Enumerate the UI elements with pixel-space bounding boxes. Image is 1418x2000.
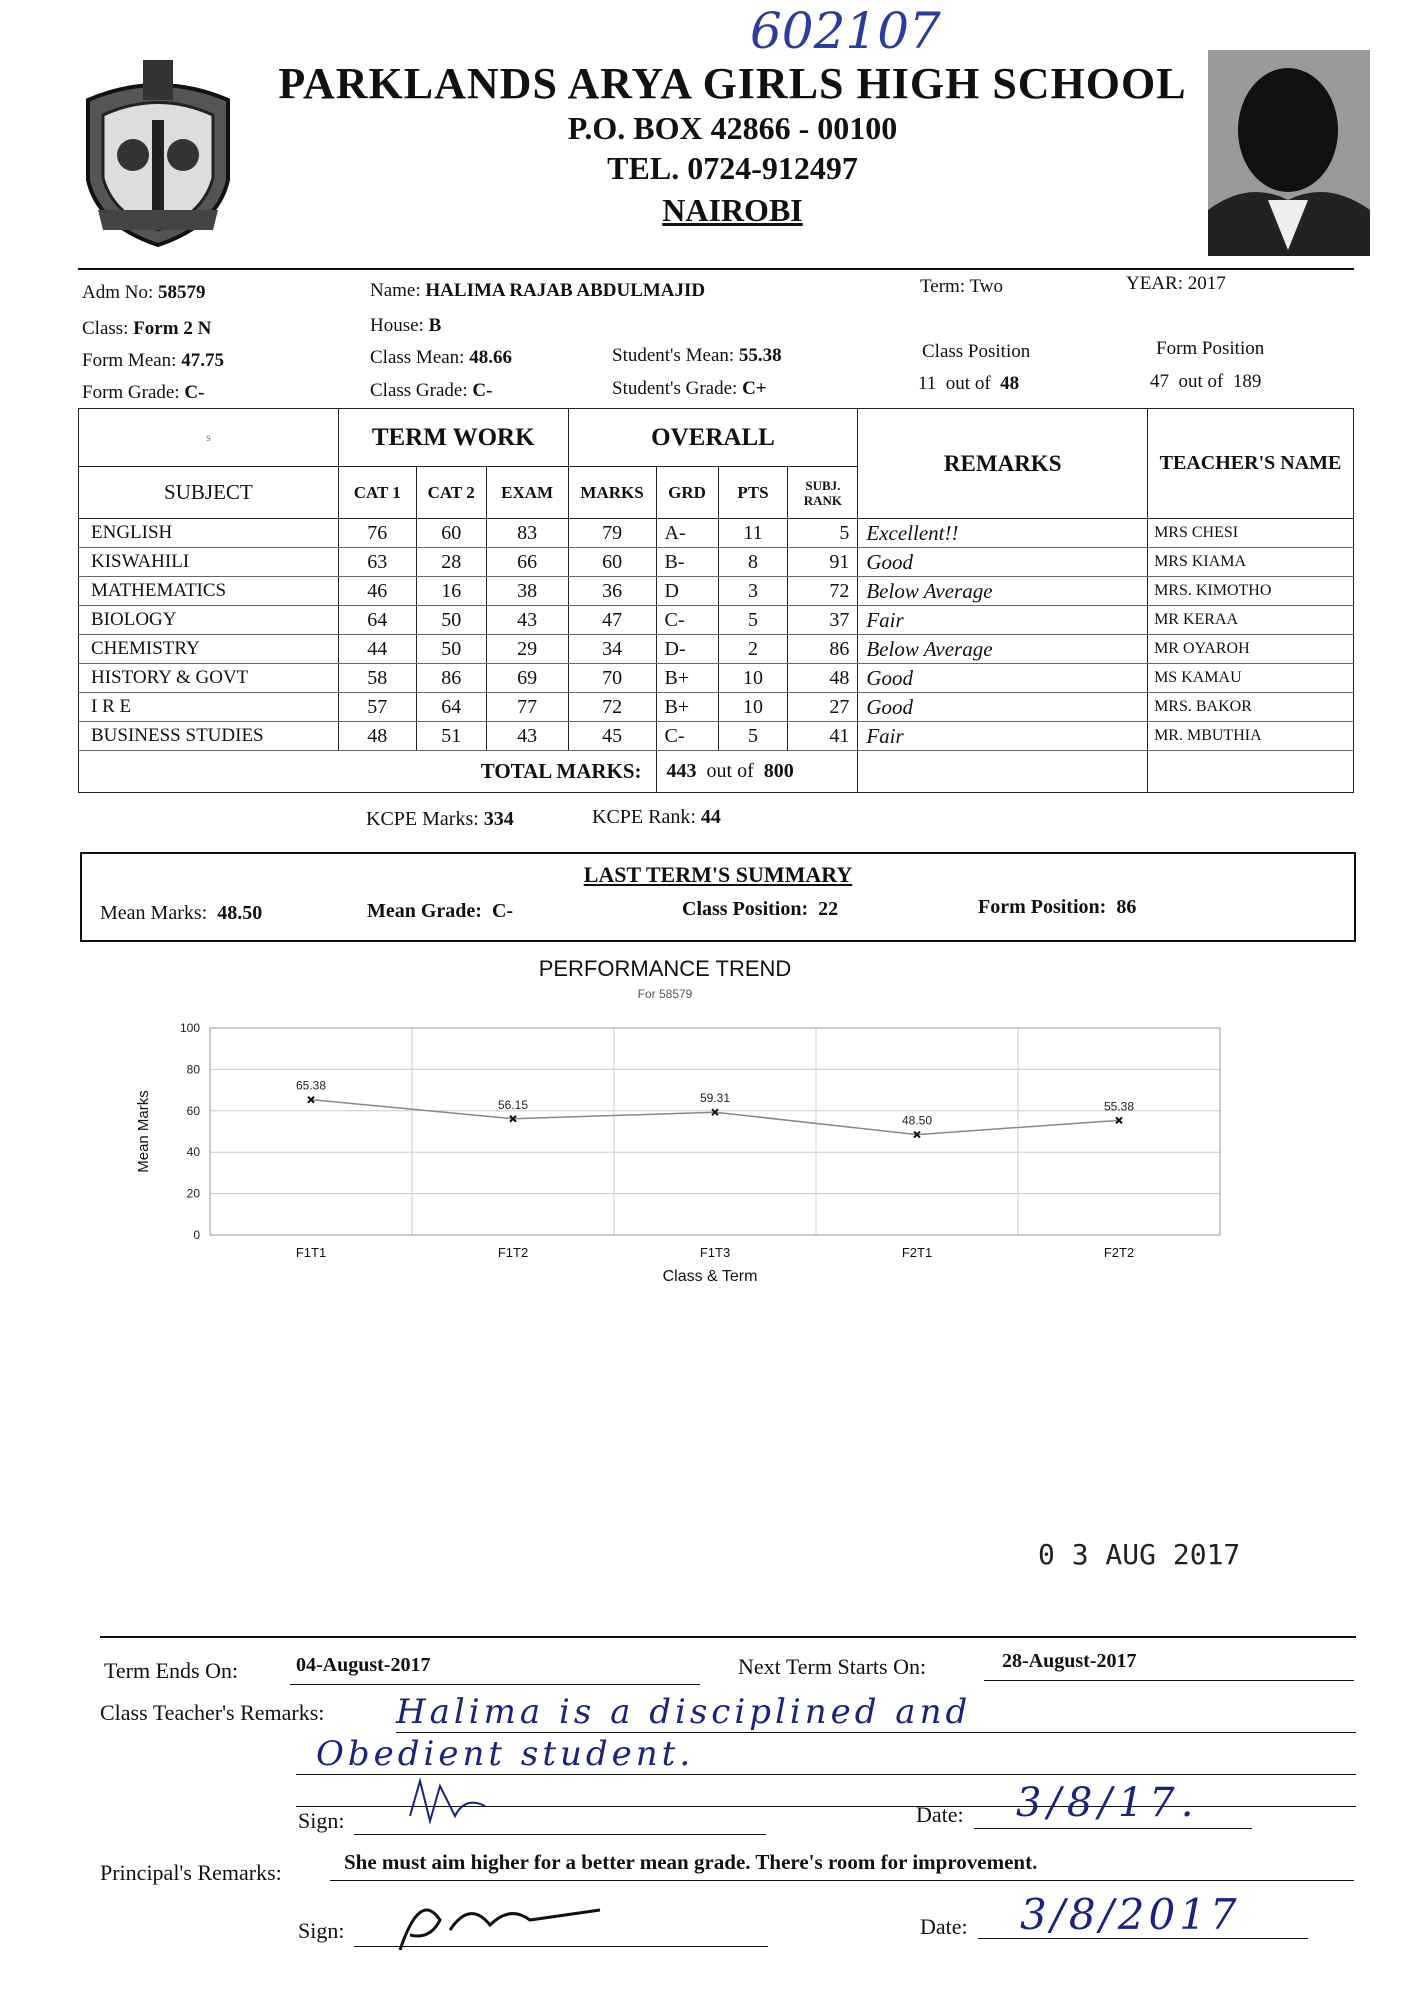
total-marks-label: TOTAL MARKS: [79, 751, 657, 793]
exam-score: 43 [486, 606, 568, 635]
cat2-score: 86 [416, 664, 486, 693]
col-cat1: CAT 1 [338, 467, 416, 519]
cat2-score: 50 [416, 635, 486, 664]
grade: B+ [656, 693, 718, 722]
exam-score: 69 [486, 664, 568, 693]
teacher-header: TEACHER'S NAME [1148, 409, 1354, 519]
year: YEAR: 2017 [1126, 273, 1226, 294]
subject-name: KISWAHILI [79, 548, 339, 577]
remark: Fair [858, 606, 1148, 635]
cat2-score: 28 [416, 548, 486, 577]
y-tick-label: 40 [186, 1145, 200, 1160]
principal-date: 3/8/2017 [1020, 1890, 1241, 1939]
cat1-score: 44 [338, 635, 416, 664]
school-name: PARKLANDS ARYA GIRLS HIGH SCHOOL [278, 59, 1187, 108]
cat1-score: 46 [338, 577, 416, 606]
chart-title: PERFORMANCE TREND [538, 956, 792, 981]
teacher-date: 3/8/17. [1016, 1780, 1200, 1826]
col-subject: SUBJECT [79, 467, 339, 519]
next-term-line [984, 1650, 1354, 1681]
points: 10 [718, 693, 788, 722]
grade: D- [656, 635, 718, 664]
exam-score: 66 [486, 548, 568, 577]
grade: B+ [656, 664, 718, 693]
col-pts: PTS [718, 467, 788, 519]
table-corner: s [79, 409, 339, 467]
grade: C- [656, 606, 718, 635]
student-grade: Student's Grade: C+ [612, 378, 767, 399]
y-tick-label: 60 [186, 1103, 200, 1118]
overall-marks: 72 [568, 693, 656, 722]
po-box: P.O. BOX 42866 - 00100 [567, 110, 898, 146]
overall-marks: 45 [568, 722, 656, 751]
teacher-name: MRS. KIMOTHO [1148, 577, 1354, 606]
subject-rank: 5 [788, 519, 858, 548]
last-term-class-position: Class Position: 22 [682, 898, 839, 920]
grade: A- [656, 519, 718, 548]
principal-date-label: Date: [920, 1914, 968, 1939]
class-teacher-remark-line-2 [296, 1734, 1356, 1775]
subject-rank: 72 [788, 577, 858, 606]
cat1-score: 63 [338, 548, 416, 577]
table-row [79, 664, 1354, 693]
overall-marks: 70 [568, 664, 656, 693]
col-grd: GRD [656, 467, 718, 519]
remark: Good [858, 548, 1148, 577]
y-axis-label: Mean Marks [135, 1090, 152, 1173]
term: Term: Two [920, 276, 1004, 297]
data-label: 55.38 [1103, 1099, 1135, 1114]
table-row [79, 722, 1354, 751]
table-row [79, 519, 1354, 548]
points: 11 [718, 519, 788, 548]
last-term-mean-grade: Mean Grade: C- [367, 900, 514, 922]
exam-score: 77 [486, 693, 568, 722]
teacher-sign-label: Sign: [298, 1808, 345, 1833]
cat2-score: 60 [416, 519, 486, 548]
class: Class: Form 2 N [82, 318, 212, 339]
y-tick-label: 20 [186, 1186, 200, 1201]
next-term-date: 28-August-2017 [1002, 1650, 1137, 1672]
y-tick-label: 100 [179, 1021, 200, 1035]
subject-name: BUSINESS STUDIES [79, 722, 339, 751]
subject-name: ENGLISH [79, 519, 339, 548]
city: NAIROBI [662, 192, 803, 228]
subject-name: HISTORY & GOVT [79, 664, 339, 693]
points: 5 [718, 606, 788, 635]
last-term-form-position: Form Position: 86 [978, 896, 1137, 918]
last-term-title: LAST TERM'S SUMMARY [583, 862, 853, 887]
overall-marks: 79 [568, 519, 656, 548]
x-tick-label: F1T2 [497, 1245, 529, 1260]
remark: Good [858, 664, 1148, 693]
col-exam: EXAM [486, 467, 568, 519]
subject-rank: 86 [788, 635, 858, 664]
subject-name: MATHEMATICS [79, 577, 339, 606]
total-marks: 443 out of 800 [656, 751, 858, 793]
student-mean: Student's Mean: 55.38 [612, 345, 782, 366]
x-tick-label: F1T3 [699, 1245, 731, 1260]
principal-remarks-label: Principal's Remarks: [100, 1860, 282, 1885]
grade: B- [656, 548, 718, 577]
teacher-name: MR KERAA [1148, 606, 1354, 635]
serial-number: 602107 [750, 2, 941, 60]
chart-subtitle: For 58579 [637, 987, 693, 1001]
overall-marks: 47 [568, 606, 656, 635]
remark: Good [858, 693, 1148, 722]
class-teacher-remark-2: Obedient student. [316, 1734, 695, 1774]
overall-marks: 60 [568, 548, 656, 577]
class-position-label: Class Position [922, 341, 1031, 362]
cat1-score: 57 [338, 693, 416, 722]
exam-score: 83 [486, 519, 568, 548]
form-mean: Form Mean: 47.75 [82, 350, 224, 371]
cat2-score: 64 [416, 693, 486, 722]
data-label: 48.50 [901, 1113, 933, 1128]
col-marks: MARKS [568, 467, 656, 519]
table-row [79, 606, 1354, 635]
teacher-date-label: Date: [916, 1802, 964, 1827]
student-photo-icon [1208, 50, 1370, 256]
teacher-name: MR OYAROH [1148, 635, 1354, 664]
class-teacher-remark-1: Halima is a disciplined and [396, 1692, 972, 1732]
received-stamp-date: 0 3 AUG 2017 [1038, 1538, 1241, 1571]
teacher-date-line [974, 1780, 1252, 1829]
next-term-label: Next Term Starts On: [738, 1654, 927, 1679]
last-term-summary [80, 852, 1356, 942]
term-work-header: TERM WORK [338, 409, 568, 467]
header-divider [78, 268, 1354, 270]
subject-rank: 48 [788, 664, 858, 693]
teacher-name: MRS. BAKOR [1148, 693, 1354, 722]
school-crest-icon [68, 60, 248, 250]
remarks-header: REMARKS [858, 409, 1148, 519]
form-grade: Form Grade: C- [82, 382, 205, 403]
subject-name: I R E [79, 693, 339, 722]
principal-remark-line [330, 1850, 1354, 1881]
subject-rank: 27 [788, 693, 858, 722]
cat1-score: 76 [338, 519, 416, 548]
exam-score: 43 [486, 722, 568, 751]
last-term-mean-marks: Mean Marks: 48.50 [100, 902, 263, 924]
remark: Below Average [858, 577, 1148, 606]
form-position-label: Form Position [1156, 338, 1265, 359]
table-row [79, 577, 1354, 606]
overall-marks: 34 [568, 635, 656, 664]
table-row [79, 693, 1354, 722]
overall-header: OVERALL [568, 409, 858, 467]
principal-date-line [978, 1890, 1308, 1939]
subject-rank: 37 [788, 606, 858, 635]
points: 5 [718, 722, 788, 751]
class-teacher-remarks-label: Class Teacher's Remarks: [100, 1700, 325, 1725]
x-tick-label: F1T1 [295, 1245, 327, 1260]
remark: Below Average [858, 635, 1148, 664]
term-ends-line [290, 1654, 700, 1685]
subject-rank: 41 [788, 722, 858, 751]
class-teacher-remark-line-1 [396, 1692, 1356, 1733]
cat2-score: 50 [416, 606, 486, 635]
telephone: TEL. 0724-912497 [607, 150, 858, 186]
teacher-name: MRS CHESI [1148, 519, 1354, 548]
table-row [79, 548, 1354, 577]
remark: Fair [858, 722, 1148, 751]
cat1-score: 48 [338, 722, 416, 751]
form-position: 47 out of 189 [1150, 371, 1262, 392]
x-tick-label: F2T2 [1103, 1245, 1135, 1260]
principal-sign-label: Sign: [298, 1918, 345, 1943]
kcpe-rank: KCPE Rank: 44 [592, 806, 721, 828]
student-name: Name: HALIMA RAJAB ABDULMAJID [370, 280, 706, 301]
term-ends-label: Term Ends On: [104, 1658, 239, 1683]
data-label: 59.31 [699, 1091, 731, 1106]
teacher-name: MR. MBUTHIA [1148, 722, 1354, 751]
data-label: 56.15 [497, 1097, 529, 1112]
exam-score: 29 [486, 635, 568, 664]
plot-frame [210, 1028, 1220, 1235]
points: 10 [718, 664, 788, 693]
points: 2 [718, 635, 788, 664]
class-position: 11 out of 48 [918, 373, 1020, 394]
class-mean: Class Mean: 48.66 [370, 347, 512, 368]
overall-marks: 36 [568, 577, 656, 606]
kcpe-marks: KCPE Marks: 334 [366, 808, 514, 830]
subject-name: BIOLOGY [79, 606, 339, 635]
principal-remark: She must aim higher for a better mean grade. There's room for improvement. [344, 1850, 1038, 1874]
footer-divider [100, 1636, 1356, 1638]
col-subj-rank: SUBJ. RANK [788, 467, 858, 519]
cat2-score: 51 [416, 722, 486, 751]
table-row [79, 635, 1354, 664]
cat1-score: 58 [338, 664, 416, 693]
cat2-score: 16 [416, 577, 486, 606]
performance-trend-chart [110, 950, 1270, 1290]
grade: D [656, 577, 718, 606]
teacher-name: MS KAMAU [1148, 664, 1354, 693]
class-grade: Class Grade: C- [370, 380, 493, 401]
data-label: 65.38 [295, 1078, 327, 1093]
points: 3 [718, 577, 788, 606]
remark: Excellent!! [858, 519, 1148, 548]
teacher-name: MRS KIAMA [1148, 548, 1354, 577]
y-tick-label: 0 [193, 1228, 200, 1242]
teacher-signature-icon [400, 1776, 490, 1836]
x-axis-label: Class & Term [662, 1268, 758, 1285]
house: House: B [370, 315, 442, 336]
y-tick-label: 80 [186, 1062, 200, 1077]
subject-rank: 91 [788, 548, 858, 577]
marks-table [78, 408, 1354, 793]
subject-name: CHEMISTRY [79, 635, 339, 664]
adm-no: Adm No: 58579 [82, 282, 206, 303]
grade: C- [656, 722, 718, 751]
points: 8 [718, 548, 788, 577]
term-ends-date: 04-August-2017 [296, 1654, 431, 1676]
cat1-score: 64 [338, 606, 416, 635]
principal-signature-icon [380, 1880, 640, 1960]
exam-score: 38 [486, 577, 568, 606]
x-tick-label: F2T1 [901, 1245, 933, 1260]
col-cat2: CAT 2 [416, 467, 486, 519]
